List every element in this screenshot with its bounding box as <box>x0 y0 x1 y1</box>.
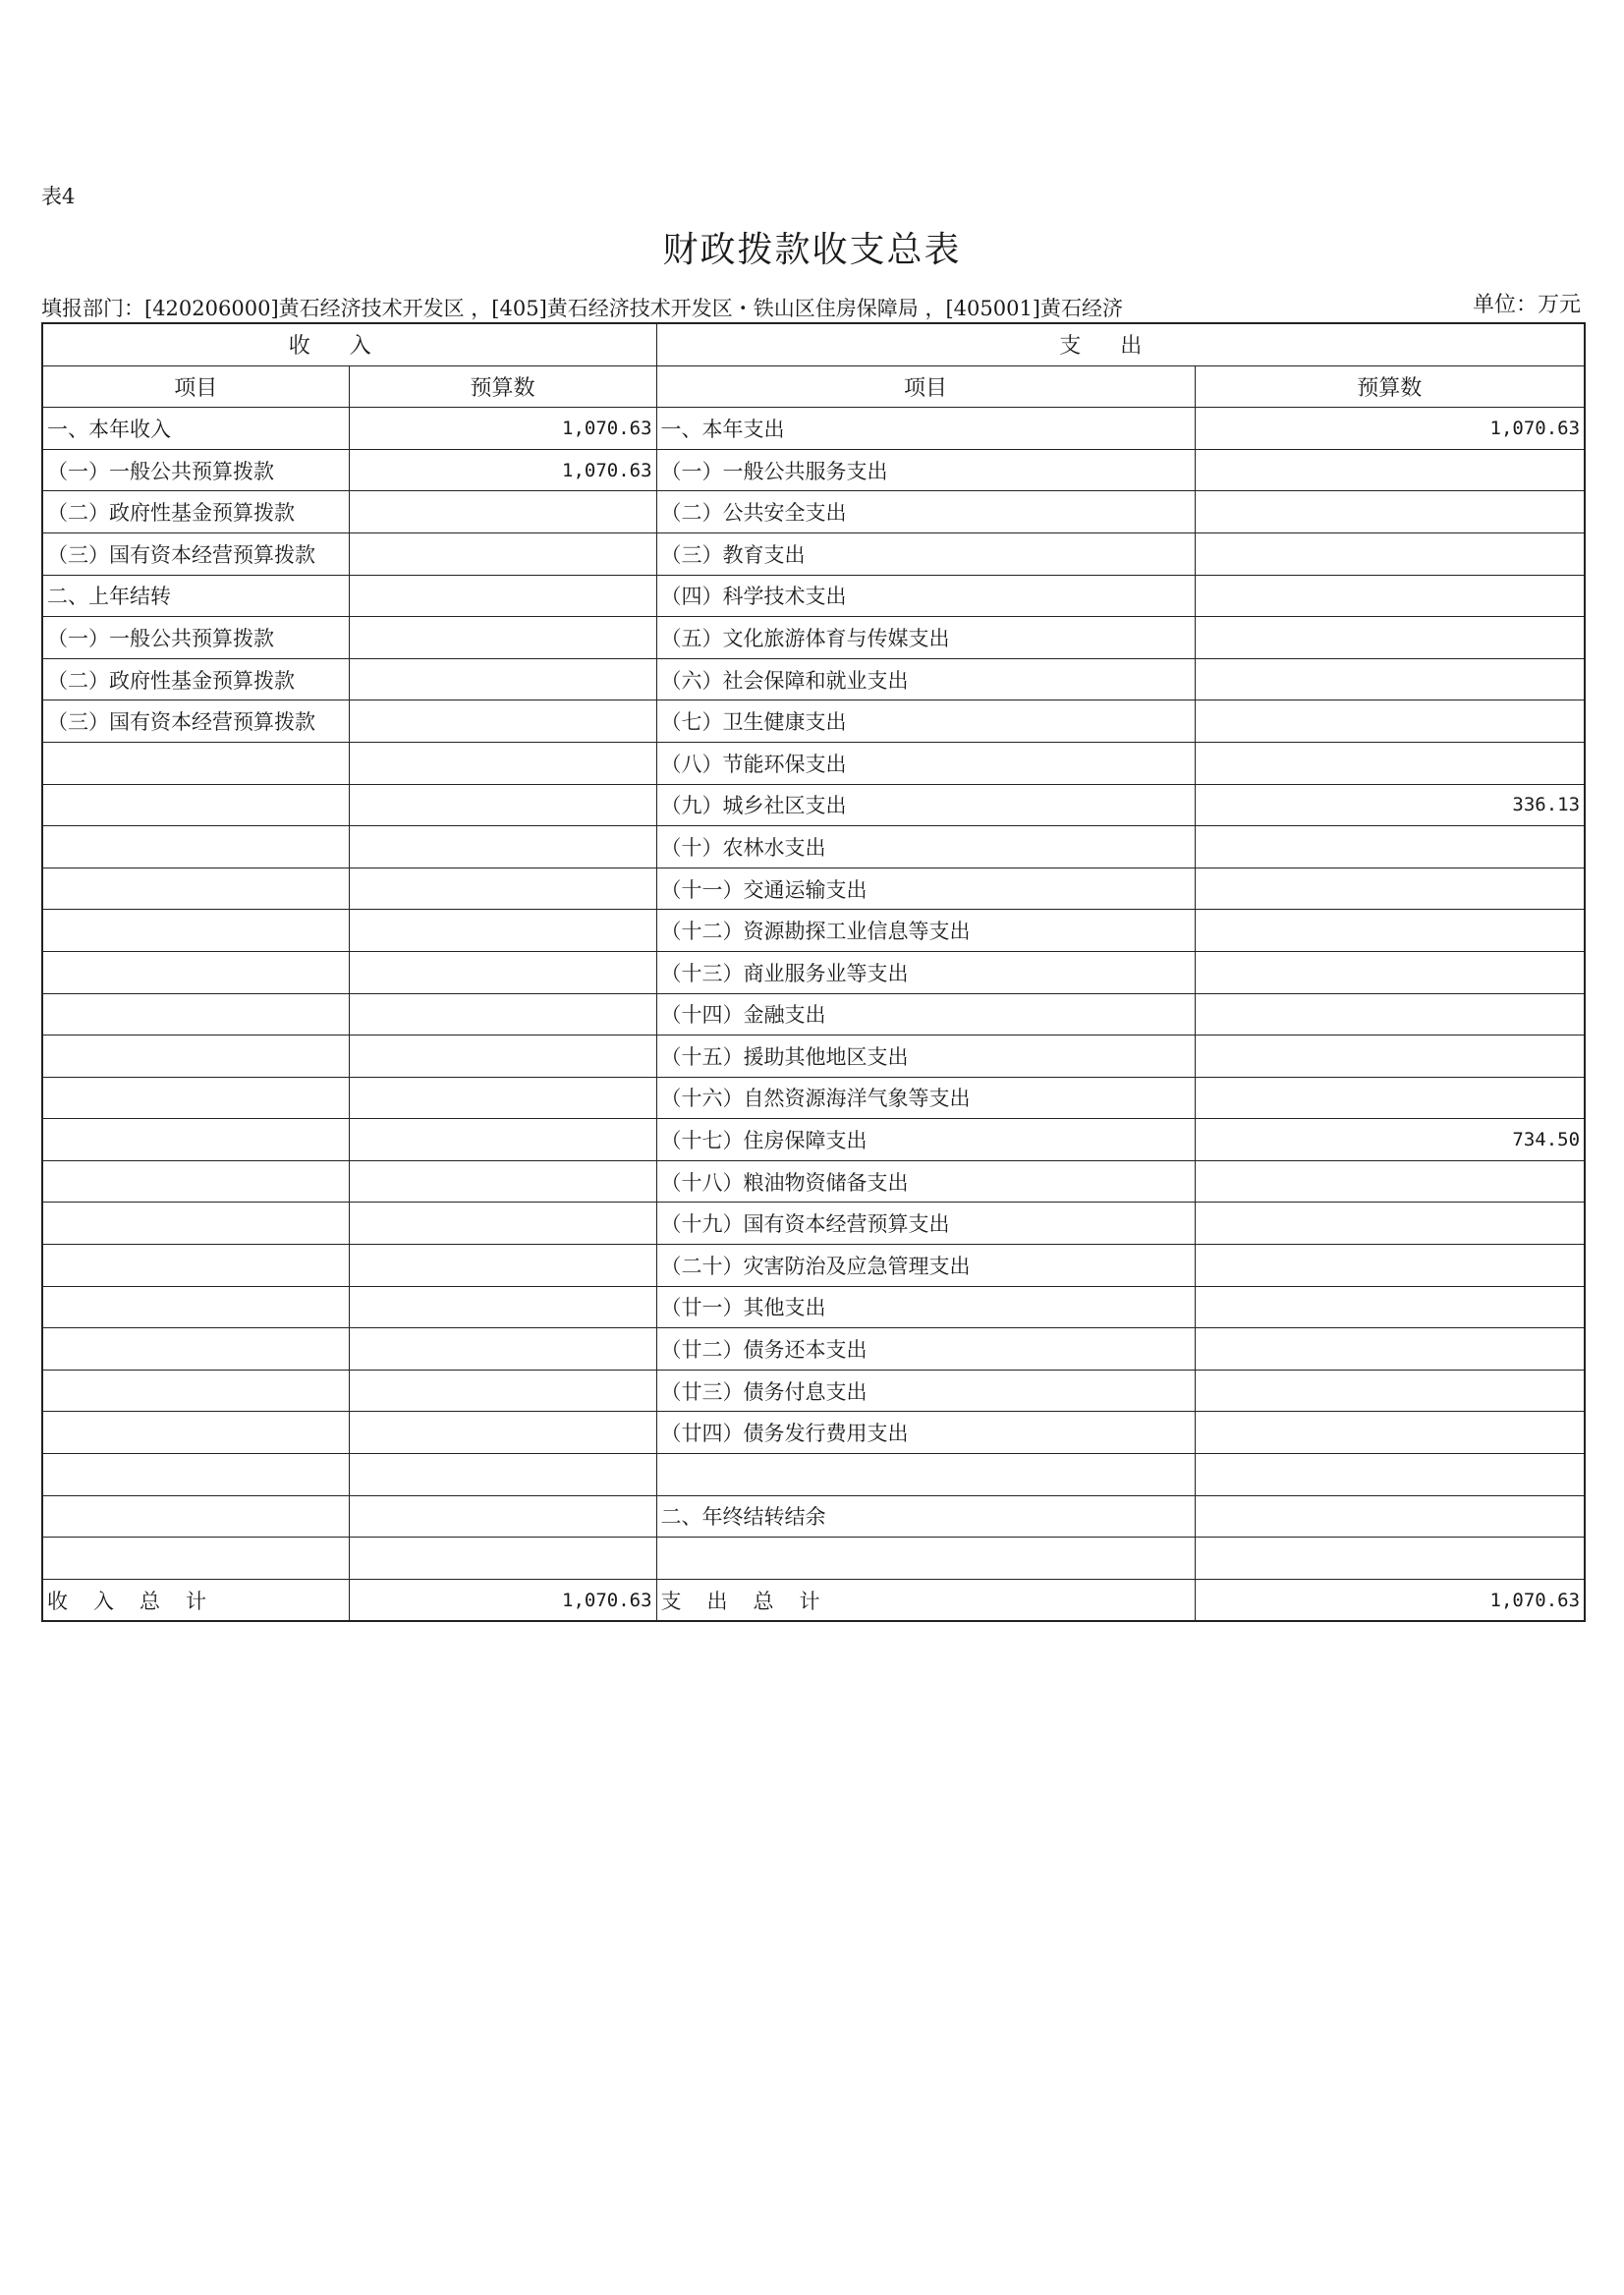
income-budget <box>349 532 656 575</box>
page-title: 财政拨款收支总表 <box>662 230 962 270</box>
table-row <box>42 449 1585 491</box>
table-row <box>42 910 1585 952</box>
table-row <box>42 1370 1585 1412</box>
expense-budget <box>1195 1036 1585 1078</box>
expense-item: 一、本年支出 <box>656 408 1195 450</box>
expense-budget <box>1195 951 1585 993</box>
expense-item: （六）社会保障和就业支出 <box>656 658 1195 700</box>
expense-budget <box>1195 1077 1585 1119</box>
income-item <box>42 1119 349 1161</box>
expense-budget <box>1195 993 1585 1036</box>
income-item: （三）国有资本经营预算拨款 <box>42 532 349 575</box>
income-budget <box>349 910 656 952</box>
income-budget <box>349 1036 656 1078</box>
expense-item: （十四）金融支出 <box>656 993 1195 1036</box>
income-budget <box>349 1286 656 1328</box>
expense-item: （五）文化旅游体育与传媒支出 <box>656 617 1195 659</box>
income-item <box>42 1160 349 1203</box>
table-row <box>42 1203 1585 1245</box>
expense-budget <box>1195 700 1585 743</box>
expense-budget-header: 预算数 <box>1195 365 1585 408</box>
expense-budget <box>1195 1412 1585 1454</box>
income-item <box>42 1245 349 1287</box>
income-item: （二）政府性基金预算拨款 <box>42 658 349 700</box>
expense-budget <box>1195 868 1585 910</box>
expense-item: （三）教育支出 <box>656 532 1195 575</box>
income-item <box>42 951 349 993</box>
expense-budget <box>1195 1245 1585 1287</box>
income-budget <box>349 1160 656 1203</box>
income-budget <box>349 575 656 617</box>
expense-total-label: 支出总计 <box>656 1579 1195 1621</box>
income-budget <box>349 951 656 993</box>
table-row <box>42 532 1585 575</box>
expense-item <box>656 1538 1195 1580</box>
income-item: （一）一般公共预算拨款 <box>42 617 349 659</box>
income-budget <box>349 1245 656 1287</box>
expense-item: （廿一）其他支出 <box>656 1286 1195 1328</box>
income-budget <box>349 1328 656 1371</box>
income-budget <box>349 742 656 784</box>
income-budget <box>349 1203 656 1245</box>
section-header-row <box>42 323 1585 365</box>
expense-item: （十六）自然资源海洋气象等支出 <box>656 1077 1195 1119</box>
expense-budget <box>1195 1160 1585 1203</box>
expense-item: （九）城乡社区支出 <box>656 784 1195 826</box>
income-section-header: 收入 <box>42 323 656 365</box>
expense-item <box>656 1454 1195 1496</box>
income-budget <box>349 700 656 743</box>
expense-item: （十九）国有资本经营预算支出 <box>656 1203 1195 1245</box>
table-row <box>42 1328 1585 1371</box>
income-budget <box>349 784 656 826</box>
income-budget <box>349 617 656 659</box>
expense-budget <box>1195 617 1585 659</box>
table-row <box>42 993 1585 1036</box>
table-row <box>42 1495 1585 1538</box>
expense-budget <box>1195 1370 1585 1412</box>
expense-item: （十二）资源勘探工业信息等支出 <box>656 910 1195 952</box>
expense-item: （廿二）债务还本支出 <box>656 1328 1195 1371</box>
table-number: 表4 <box>41 185 76 208</box>
table-row <box>42 951 1585 993</box>
expense-item: （二十）灾害防治及应急管理支出 <box>656 1245 1195 1287</box>
table-row <box>42 1077 1585 1119</box>
expense-budget <box>1195 742 1585 784</box>
income-budget <box>349 1538 656 1580</box>
income-budget <box>349 826 656 868</box>
income-total-label: 收入总计 <box>42 1579 349 1621</box>
expense-item: （八）节能环保支出 <box>656 742 1195 784</box>
table-row <box>42 408 1585 450</box>
expense-budget: 336.13 <box>1195 784 1585 826</box>
table-row <box>42 1119 1585 1161</box>
expense-item: 二、年终结转结余 <box>656 1495 1195 1538</box>
income-item <box>42 993 349 1036</box>
table-row <box>42 868 1585 910</box>
expense-item: （十五）援助其他地区支出 <box>656 1036 1195 1078</box>
expense-item: （十七）住房保障支出 <box>656 1119 1195 1161</box>
table-row <box>42 575 1585 617</box>
expense-item-header: 项目 <box>656 365 1195 408</box>
income-item-header: 项目 <box>42 365 349 408</box>
table-row <box>42 1412 1585 1454</box>
table-row <box>42 491 1585 533</box>
expense-budget <box>1195 1328 1585 1371</box>
income-budget-header: 预算数 <box>349 365 656 408</box>
table-row <box>42 1245 1585 1287</box>
expense-item: （二）公共安全支出 <box>656 491 1195 533</box>
expense-item: （十八）粮油物资储备支出 <box>656 1160 1195 1203</box>
table-row <box>42 1538 1585 1580</box>
income-budget: 1,070.63 <box>349 449 656 491</box>
table-row <box>42 826 1585 868</box>
income-budget <box>349 1077 656 1119</box>
income-budget <box>349 491 656 533</box>
income-item <box>42 1538 349 1580</box>
expense-item: （廿四）债务发行费用支出 <box>656 1412 1195 1454</box>
income-item <box>42 1495 349 1538</box>
expense-item: （四）科学技术支出 <box>656 575 1195 617</box>
income-item <box>42 1370 349 1412</box>
total-row <box>42 1579 1585 1621</box>
income-item <box>42 1412 349 1454</box>
expense-budget: 1,070.63 <box>1195 408 1585 450</box>
income-budget <box>349 868 656 910</box>
income-item <box>42 742 349 784</box>
expense-budget <box>1195 910 1585 952</box>
income-item: （三）国有资本经营预算拨款 <box>42 700 349 743</box>
income-budget <box>349 1412 656 1454</box>
income-item <box>42 868 349 910</box>
table-row <box>42 1286 1585 1328</box>
expense-budget <box>1195 1203 1585 1245</box>
income-item <box>42 1203 349 1245</box>
income-item <box>42 1454 349 1496</box>
expense-item: （廿三）债务付息支出 <box>656 1370 1195 1412</box>
income-budget <box>349 993 656 1036</box>
budget-summary-table <box>41 322 1586 1622</box>
unit-label: 单位：万元 <box>1472 293 1581 317</box>
expense-total-value: 1,070.63 <box>1195 1579 1585 1621</box>
table-row <box>42 700 1585 743</box>
income-budget <box>349 658 656 700</box>
reporting-department: 填报部门：[420206000]黄石经济技术开发区 ，[405]黄石经济技术开发区・铁山区住房保障局 ，[405001]黄石经济 <box>41 297 1123 320</box>
expense-budget <box>1195 491 1585 533</box>
income-item: 一、本年收入 <box>42 408 349 450</box>
expense-section-header: 支出 <box>656 323 1585 365</box>
expense-budget <box>1195 1454 1585 1496</box>
table-row <box>42 1160 1585 1203</box>
table-row <box>42 1036 1585 1078</box>
table-row <box>42 742 1585 784</box>
expense-budget <box>1195 1538 1585 1580</box>
income-budget <box>349 1454 656 1496</box>
expense-budget <box>1195 826 1585 868</box>
income-item <box>42 1077 349 1119</box>
income-item <box>42 1328 349 1371</box>
column-header-row <box>42 365 1585 408</box>
expense-item: （十一）交通运输支出 <box>656 868 1195 910</box>
expense-item: （十）农林水支出 <box>656 826 1195 868</box>
income-item: 二、上年结转 <box>42 575 349 617</box>
income-budget: 1,070.63 <box>349 408 656 450</box>
expense-item: （七）卫生健康支出 <box>656 700 1195 743</box>
table-row <box>42 617 1585 659</box>
income-budget <box>349 1370 656 1412</box>
income-item: （二）政府性基金预算拨款 <box>42 491 349 533</box>
table-row <box>42 658 1585 700</box>
expense-budget: 734.50 <box>1195 1119 1585 1161</box>
expense-item: （一）一般公共服务支出 <box>656 449 1195 491</box>
income-total-value: 1,070.63 <box>349 1579 656 1621</box>
table-row <box>42 1454 1585 1496</box>
table-row <box>42 784 1585 826</box>
income-item: （一）一般公共预算拨款 <box>42 449 349 491</box>
income-item <box>42 1036 349 1078</box>
expense-budget <box>1195 532 1585 575</box>
income-item <box>42 826 349 868</box>
income-item <box>42 1286 349 1328</box>
expense-budget <box>1195 1286 1585 1328</box>
income-item <box>42 784 349 826</box>
expense-budget <box>1195 449 1585 491</box>
expense-budget <box>1195 575 1585 617</box>
income-budget <box>349 1495 656 1538</box>
income-budget <box>349 1119 656 1161</box>
income-item <box>42 910 349 952</box>
expense-item: （十三）商业服务业等支出 <box>656 951 1195 993</box>
expense-budget <box>1195 658 1585 700</box>
expense-budget <box>1195 1495 1585 1538</box>
